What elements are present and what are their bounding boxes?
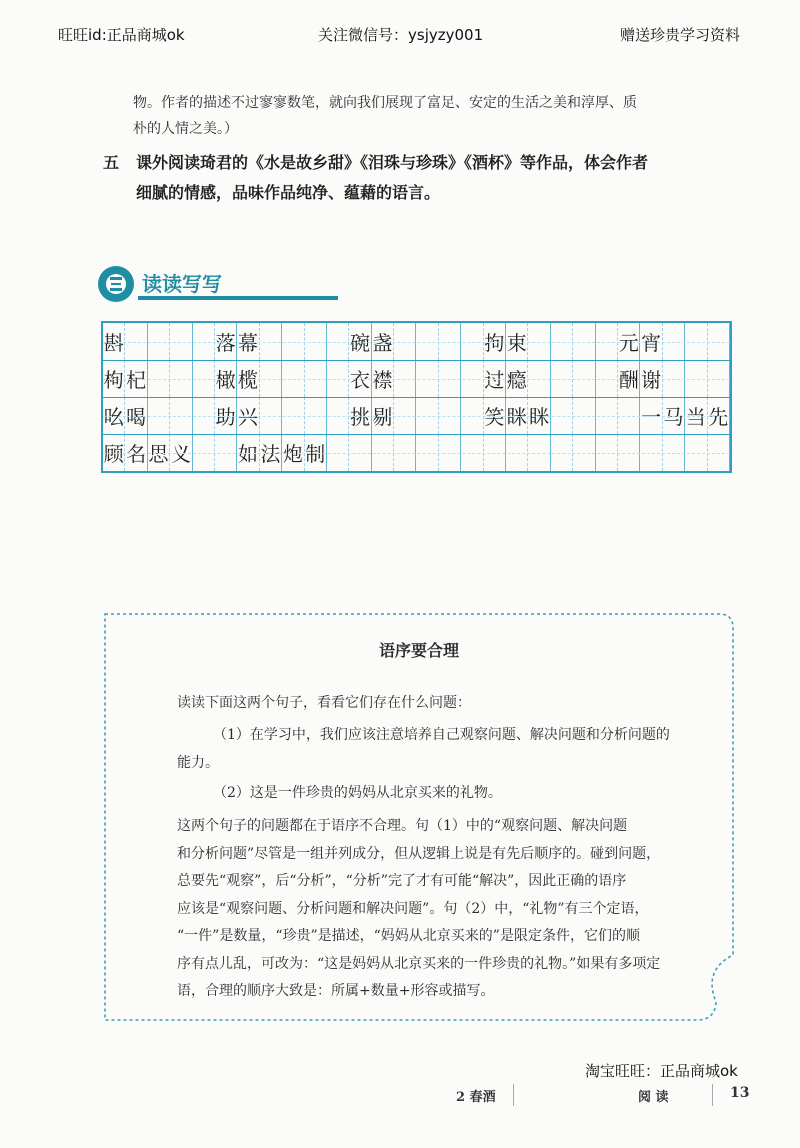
grid-cell: 瘾	[506, 360, 528, 397]
tip-sentence-1-cont: 能力。	[177, 755, 219, 771]
continued-paragraph	[133, 90, 753, 142]
tip-sentence-1: （1）在学习中，我们应该注意培养自己观察问题、解决问题和分析问题的	[213, 727, 670, 743]
grid-row	[103, 434, 730, 471]
grid-cell: 法	[260, 434, 282, 471]
grid-cell: 挑	[349, 397, 371, 434]
grid-cell: 衣	[349, 360, 371, 397]
grid-cell: 兴	[237, 397, 259, 434]
grid-cell: 拘	[484, 323, 506, 360]
grid-cell: 襟	[372, 360, 394, 397]
section-title: 读读写写	[142, 272, 222, 296]
grid-cell: 眯	[528, 397, 550, 434]
watermark-right: 赠送珍贵学习资料	[620, 26, 741, 44]
grid-cell: 喝	[125, 397, 147, 434]
exercise-line-2: 细腻的情感，品味作品纯净、蕴藉的语言。	[136, 183, 441, 202]
page-number: 13	[730, 1085, 750, 1101]
grid-cell: 笑	[484, 397, 506, 434]
exercise-line-1: 课外阅读琦君的《水是故乡甜》《泪珠与珍珠》《酒杯》等作品，体会作者	[136, 153, 649, 172]
watermark-left: 旺旺id:正品商城ok	[58, 26, 185, 44]
footer-lesson: 2 春酒	[456, 1090, 496, 1105]
footer-unit: 阅 读	[638, 1090, 669, 1105]
tip-body-line: 应该是“观察问题、分析问题和解决问题”。句（2）中，“礼物”有三个定语，	[177, 900, 649, 917]
grid-cell: 碗	[349, 323, 371, 360]
watermark-center: 关注微信号：ysjyzy001	[318, 26, 484, 44]
grid-cell: 当	[685, 397, 707, 434]
footer-divider	[712, 1084, 713, 1106]
grid-row	[103, 397, 730, 434]
grid-cell: 幕	[237, 323, 259, 360]
grid-cell: 先	[708, 397, 730, 434]
grid-cell: 顾	[103, 434, 125, 471]
grid-row	[103, 360, 730, 397]
section-three-icon	[98, 266, 134, 302]
tip-sentence-2: （2）这是一件珍贵的妈妈从北京买来的礼物。	[213, 785, 502, 801]
grid-cell: 名	[125, 434, 147, 471]
grid-cell: 吆	[103, 397, 125, 434]
grid-row	[103, 323, 730, 360]
grid-cell: 谢	[640, 360, 662, 397]
grid-cell: 助	[215, 397, 237, 434]
exercise-number: 五	[103, 153, 120, 172]
grid-cell: 榄	[237, 360, 259, 397]
tip-explanation	[177, 813, 717, 1006]
paragraph-line-1: 物。作者的描述不过寥寥数笔，就向我们展现了富足、安定的生活之美和淳厚、质	[133, 95, 637, 111]
section-underline	[138, 296, 338, 300]
tip-body-line: 总要先“观察”，后“分析”，“分析”完了才有可能“解决”，因此正确的语序	[177, 873, 627, 889]
paragraph-line-2: 朴的人情之美。）	[133, 121, 238, 137]
grid-cell: 思	[148, 434, 170, 471]
grid-cell: 过	[484, 360, 506, 397]
grid-cell: 宵	[640, 323, 662, 360]
grid-cell: 杞	[125, 360, 147, 397]
grid-cell: 落	[215, 323, 237, 360]
tip-intro: 读读下面这两个句子，看看它们存在什么问题：	[177, 695, 471, 711]
grid-cell: 酬	[618, 360, 640, 397]
grid-cell: 如	[237, 434, 259, 471]
grid-cell: 元	[618, 323, 640, 360]
tip-box-title: 语序要合理	[378, 641, 459, 660]
grid-cell: 马	[663, 397, 685, 434]
grid-cell: 义	[170, 434, 192, 471]
grid-cell: 剔	[372, 397, 394, 434]
grid-cell: 橄	[215, 360, 237, 397]
grid-cell: 一	[640, 397, 662, 434]
grid-cell: 眯	[506, 397, 528, 434]
grid-cell: 斟	[103, 323, 125, 360]
grid-cell: 束	[506, 323, 528, 360]
tip-body-line: 语，合理的顺序大致是：所属+数量+形容或描写。	[177, 983, 495, 999]
tip-body-line: 这两个句子的问题都在于语序不合理。句（1）中的“观察问题、解决问题	[177, 818, 628, 834]
grid-cell: 炮	[282, 434, 304, 471]
grid-cell: 制	[305, 434, 327, 471]
grid-cell: 枸	[103, 360, 125, 397]
tip-box	[101, 610, 737, 1026]
tip-body-line: 序有点儿乱，可改为：“这是妈妈从北京买来的一件珍贵的礼物。”如果有多项定	[177, 955, 661, 972]
tip-body-line: 和分析问题”尽管是一组并列成分，但从逻辑上说是有先后顺序的。碰到问题，	[177, 845, 661, 862]
footer-divider	[513, 1084, 514, 1106]
exercise-item-five	[103, 148, 763, 208]
shop-watermark: 淘宝旺旺：正品商城ok	[585, 1062, 738, 1080]
section-header	[98, 266, 248, 306]
grid-cell: 盏	[372, 323, 394, 360]
tip-body-line: “一件”是数量，“珍贵”是描述，“妈妈从北京买来的”是限定条件，它们的顺	[177, 928, 640, 944]
word-grid	[101, 321, 732, 473]
